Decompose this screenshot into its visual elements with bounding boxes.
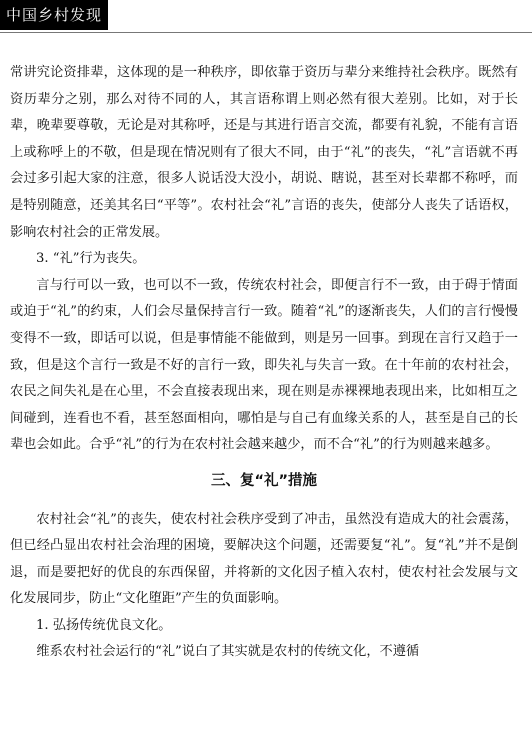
paragraph-3: 言与行可以一致，也可以不一致，传统农村社会，即便言行不一致，由于碍于情面或迫于“礼”的约束，人们会尽量保持言行一致。随着“礼”的逐渐丧失，人们的言行慢慢变得不一致，即话可以说，但是事情能不能做到，则是另一回事。到现在言行又趋于一致，但是这个言行一致是不好的言行一致，即失礼与失言一致。在十年前的农村社会，农民之间失礼是在心里，不会直接表现出来，现在则是赤裸裸地表现出来，比如相互之间碰到，连看也不看，甚至怒面相向，哪怕是与自己有血缘关系的人，甚至是自己的长辈也会如此。合乎“礼”的行为在农村社会越来越少，而不合“礼”的行为则越来越多。 bbox=[10, 277, 518, 453]
article-body bbox=[10, 60, 518, 666]
paragraph-continuation: 常讲究论资排辈，这体现的是一种秩序，即依靠于资历与辈分来维持社会秩序。既然有资历辈分之别，那么对待不同的人，其言语称谓上则必然有很大差别。比如，对于长辈，晚辈要尊敬，无论是对其称呼，还是与其进行语言交流，都要有礼貌，不能有言语上或称呼上的不敬，但是现在情况则有了很大不同，由于“礼”的丧失，“礼”言语就不再会过多引起大家的注意，很多人说话没大没小，胡说、瞎说，甚至对长辈都不称呼，而是特别随意，还美其名曰“平等”。农村社会“礼”言语的丧失，使部分人丧失了话语权，影响农村社会的正常发展。 bbox=[10, 65, 518, 240]
header-divider bbox=[0, 32, 532, 33]
journal-header bbox=[0, 0, 108, 30]
journal-title: 中国乡村发现 bbox=[6, 6, 103, 24]
paragraph-section-intro: 农村社会“礼”的丧失，使农村社会秩序受到了冲击，虽然没有造成大的社会震荡，但已经凸显出农村社会治理的困境，要解决这个问题，还需要复“礼”。复“礼”并不是倒退，而是要把好的优良的东西保留，并将新的文化因子植入农村，使农村社会发展与文化发展同步，防止“文化堕距”产生的负面影响。 bbox=[10, 511, 518, 607]
subheading-1: 1. 弘扬传统优良文化。 bbox=[36, 617, 172, 633]
paragraph-last: 维系农村社会运行的“礼”说白了其实就是农村的传统文化，不遵循 bbox=[36, 644, 420, 660]
subheading-3: 3. “礼”行为丧失。 bbox=[36, 251, 146, 267]
section-heading: 三、复“礼”措施 bbox=[210, 472, 318, 489]
